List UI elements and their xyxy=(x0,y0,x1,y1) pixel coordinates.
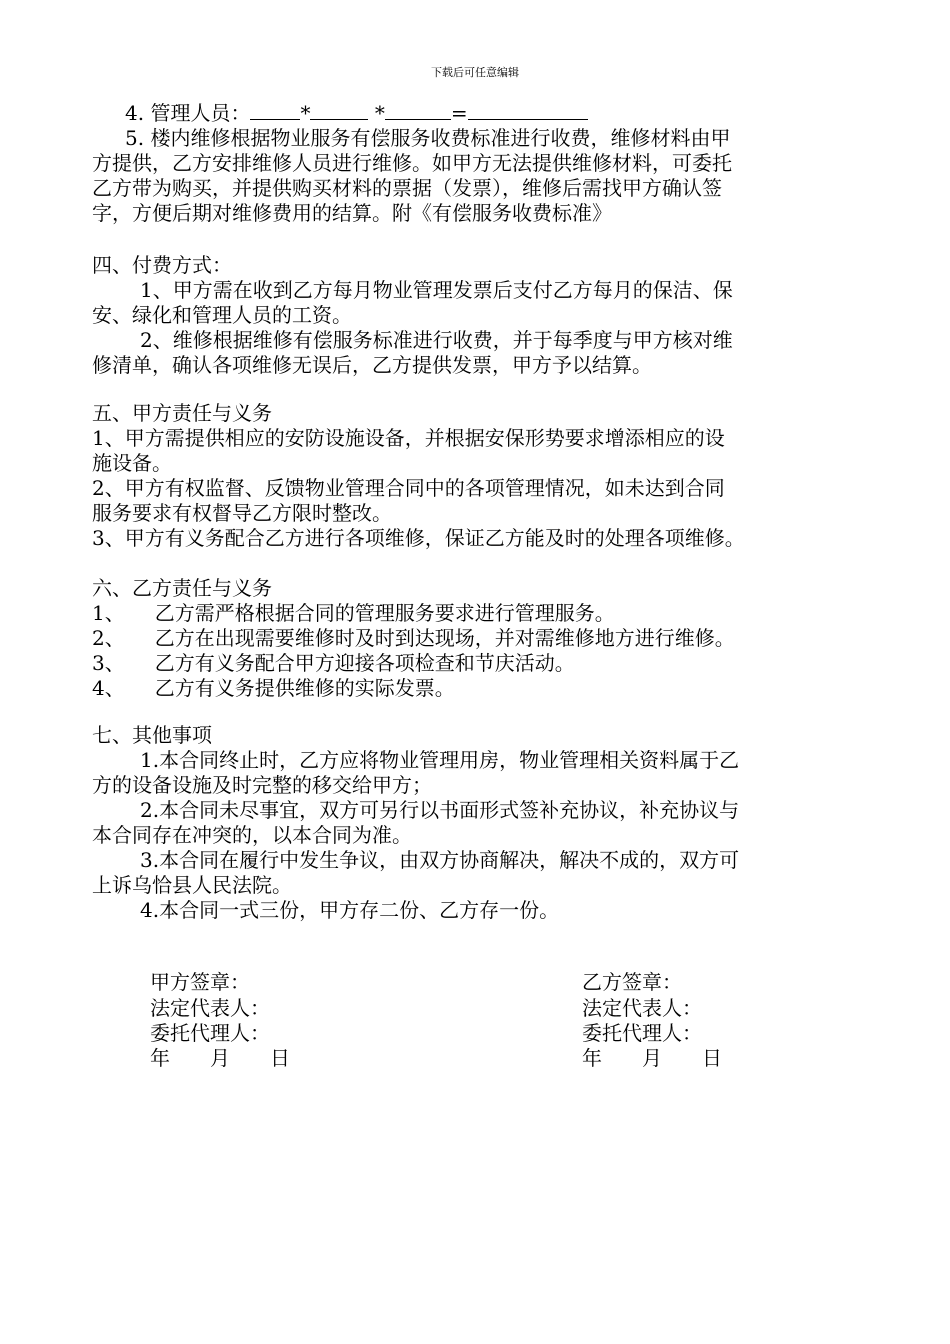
section7-line-1: 1.本合同终止时，乙方应将物业管理用房，物业管理相关资料属于乙 xyxy=(140,748,740,772)
party-a-legal-rep: 法定代表人： xyxy=(150,996,270,1020)
item-number: 4、 xyxy=(92,676,125,700)
section6-item-1 xyxy=(92,601,615,626)
item-number: 2、 xyxy=(92,626,125,650)
section6-item-3 xyxy=(92,651,575,676)
item4-equals: = xyxy=(450,101,468,125)
section5-line-2: 施设备。 xyxy=(92,451,172,475)
section7-line-6: 上诉乌恰县人民法院。 xyxy=(92,873,292,897)
party-b-date: 年 月 日 xyxy=(582,1046,722,1070)
page-header: 下载后可任意编辑 xyxy=(431,66,519,79)
section7-title: 七、其他事项 xyxy=(92,723,212,747)
party-b-seal: 乙方签章： xyxy=(582,970,682,994)
section4-line-3: 2、维修根据维修有偿服务标准进行收费，并于每季度与甲方核对维 xyxy=(140,328,733,352)
section5-line-3: 2、甲方有权监督、反馈物业管理合同中的各项管理情况，如未达到合同 xyxy=(92,476,725,500)
item-number: 3、 xyxy=(92,651,125,675)
item5-line-1: 5. 楼内维修根据物业服务有偿服务收费标准进行收费，维修材料由甲 xyxy=(125,126,731,150)
section5-line-5: 3、甲方有义务配合乙方进行各项维修，保证乙方能及时的处理各项维修。 xyxy=(92,526,745,550)
item5-line-2: 方提供，乙方安排维修人员进行维修。如甲方无法提供维修材料，可委托 xyxy=(92,151,732,175)
item5-line-3: 乙方带为购买，并提供购买材料的票据（发票），维修后需找甲方确认签 xyxy=(92,176,722,200)
item4-label: 4. 管理人员： xyxy=(125,101,251,125)
blank-2 xyxy=(310,100,368,120)
item-text: 乙方有义务配合甲方迎接各项检查和节庆活动。 xyxy=(154,651,575,675)
item-text: 乙方在出现需要维修时及时到达现场，并对需维修地方进行维修。 xyxy=(154,626,735,650)
item5-line-4: 字，方便后期对维修费用的结算。附《有偿服务收费标准》 xyxy=(92,201,612,225)
section7-line-7: 4.本合同一式三份，甲方存二份、乙方存一份。 xyxy=(140,898,560,922)
section4-line-4: 修清单，确认各项维修无误后，乙方提供发票，甲方予以结算。 xyxy=(92,353,652,377)
item-text: 乙方需严格根据合同的管理服务要求进行管理服务。 xyxy=(154,601,615,625)
party-a-seal: 甲方签章： xyxy=(150,970,250,994)
section7-line-3: 2.本合同未尽事宜，双方可另行以书面形式签补充协议，补充协议与 xyxy=(140,798,740,822)
section7-line-5: 3.本合同在履行中发生争议，由双方协商解决，解决不成的，双方可 xyxy=(140,848,740,872)
section5-line-4: 服务要求有权督导乙方限时整改。 xyxy=(92,501,392,525)
section6-title: 六、乙方责任与义务 xyxy=(92,576,272,600)
section4-title: 四、付费方式： xyxy=(92,253,232,277)
party-a-agent: 委托代理人： xyxy=(150,1021,270,1045)
section5-title: 五、甲方责任与义务 xyxy=(92,401,272,425)
item-number: 1、 xyxy=(92,601,125,625)
section6-item-2 xyxy=(92,626,735,651)
section4-line-1: 1、甲方需在收到乙方每月物业管理发票后支付乙方每月的保洁、保 xyxy=(140,278,733,302)
blank-1 xyxy=(250,100,300,120)
section6-item-4 xyxy=(92,676,455,701)
blank-3 xyxy=(385,100,451,120)
item4-line xyxy=(125,100,588,126)
item4-star-2: * xyxy=(374,101,385,125)
party-b-legal-rep: 法定代表人： xyxy=(582,996,702,1020)
party-b-agent: 委托代理人： xyxy=(582,1021,702,1045)
section4-line-2: 安、绿化和管理人员的工资。 xyxy=(92,303,352,327)
blank-4 xyxy=(468,100,588,120)
section7-line-2: 方的设备设施及时完整的移交给甲方； xyxy=(92,773,432,797)
section5-line-1: 1、甲方需提供相应的安防设施设备，并根据安保形势要求增添相应的设 xyxy=(92,426,725,450)
section7-line-4: 本合同存在冲突的，以本合同为准。 xyxy=(92,823,412,847)
party-a-date: 年 月 日 xyxy=(150,1046,290,1070)
item4-star-1: * xyxy=(300,101,311,125)
item-text: 乙方有义务提供维修的实际发票。 xyxy=(154,676,455,700)
